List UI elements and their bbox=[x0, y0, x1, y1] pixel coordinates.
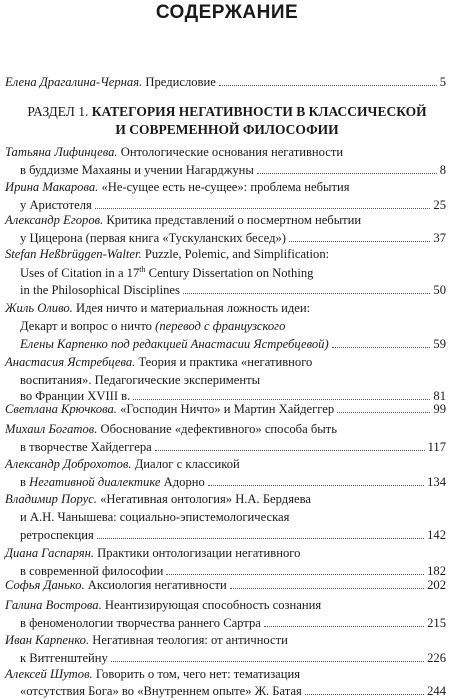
entry-title-italic: Негативной диалектике bbox=[29, 475, 161, 489]
section-heading bbox=[0, 103, 454, 138]
dot-leader bbox=[305, 693, 424, 695]
toc-entry[interactable] bbox=[5, 302, 446, 315]
entry-title: Аксиология негативности bbox=[87, 578, 227, 592]
entry-title: к Витгенштейну bbox=[20, 651, 108, 665]
entry-page: 59 bbox=[433, 337, 446, 351]
entry-title: Критика представлений о посмертном небытии bbox=[106, 213, 362, 227]
section-title-line1: КАТЕГОРИЯ НЕГАТИВНОСТИ В КЛАССИЧЕСКОЙ bbox=[91, 104, 427, 119]
entry-author: Владимир Порус. bbox=[5, 492, 97, 506]
entry-title: в феноменологии творчества раннего Сартра bbox=[20, 616, 261, 630]
entry-author: Жиль Оливо. bbox=[5, 301, 73, 315]
entry-page: 215 bbox=[427, 616, 446, 630]
toc-entry[interactable] bbox=[5, 458, 446, 471]
section-title-line2: И СОВРЕМЕННОЙ ФИЛОСОФИИ bbox=[115, 121, 339, 137]
entry-title: Идея ничто и материальная ложность идеи: bbox=[76, 301, 311, 315]
entry-author: Софья Данько. bbox=[5, 578, 85, 592]
entry-page: 5 bbox=[439, 75, 446, 89]
entry-title: Адорно bbox=[163, 475, 205, 489]
entry-title: Puzzle, Polemic, and Simplification: bbox=[144, 247, 330, 261]
entry-title: в bbox=[20, 475, 26, 489]
entry-author: Александр Доброхотов. bbox=[5, 457, 132, 471]
entry-title: «Господин Ничто» и Мартин Хайдеггер bbox=[120, 402, 335, 416]
toc-entry[interactable] bbox=[5, 181, 446, 194]
toc-entry[interactable] bbox=[5, 403, 446, 416]
entry-author: Михаил Богатов. bbox=[5, 422, 98, 436]
entry-author: Елена Драгалина-Черная. bbox=[5, 75, 143, 89]
entry-author: Галина Вострова. bbox=[5, 598, 102, 612]
toc-entry-cont[interactable] bbox=[20, 264, 446, 280]
toc-entry[interactable] bbox=[5, 146, 446, 159]
dot-leader bbox=[257, 172, 437, 174]
toc-entry-cont[interactable] bbox=[20, 374, 446, 387]
entry-title: Диалог с классикой bbox=[134, 457, 240, 471]
entry-page: 99 bbox=[433, 402, 446, 416]
entry-title: Онтологические основания негативности bbox=[120, 145, 344, 159]
entry-title: Обоснование «дефективного» способа быть bbox=[100, 422, 337, 436]
entry-title: во Франции XVIII в. bbox=[20, 389, 131, 403]
entry-title: in the Philosophical Disciplines bbox=[20, 283, 180, 297]
entry-author: Иван Карпенко. bbox=[5, 633, 90, 647]
toc-entry[interactable] bbox=[5, 599, 446, 612]
dot-leader bbox=[111, 660, 424, 662]
entry-title: в современной философии bbox=[20, 564, 164, 578]
entry-title: Теория и практика «негативного bbox=[138, 355, 313, 369]
toc-entry-cont[interactable] bbox=[20, 199, 446, 212]
entry-title: «отсутствия Бога» во «Внутреннем опыте» Ж. Батая bbox=[20, 684, 302, 698]
entry-title: воспитания». Педагогические эксперименты bbox=[20, 373, 261, 387]
entry-title: и А.Н. Чанышева: социально-эпистемологическая bbox=[20, 510, 290, 524]
entry-author: Диана Гаспарян. bbox=[5, 546, 95, 560]
entry-page: 142 bbox=[427, 528, 446, 542]
toc-entry-cont[interactable] bbox=[20, 284, 446, 297]
entry-title: Century Dissertation on Nothing bbox=[145, 266, 314, 280]
entry-page: 202 bbox=[427, 578, 446, 592]
dot-leader bbox=[95, 207, 431, 209]
dot-leader bbox=[289, 240, 430, 242]
entry-title: Uses of Citation in a 17 bbox=[20, 266, 140, 280]
entry-title: у Аристотеля bbox=[20, 198, 92, 212]
toc-entry[interactable] bbox=[5, 423, 446, 436]
toc-entry-cont[interactable] bbox=[20, 441, 446, 454]
dot-leader bbox=[264, 625, 424, 627]
entry-author: Татьяна Лифинцева. bbox=[5, 145, 118, 159]
entry-page: 81 bbox=[433, 389, 446, 403]
entry-page: 244 bbox=[427, 684, 446, 698]
toc-entry[interactable] bbox=[5, 668, 446, 681]
toc-entry-cont[interactable] bbox=[20, 565, 446, 578]
entry-author: Stefan Heßbrüggen-Walter. bbox=[5, 247, 142, 261]
entry-title: Негативная теология: от античности bbox=[92, 633, 288, 647]
entry-page: 134 bbox=[427, 475, 446, 489]
entry-title: в творчестве Хайдеггера bbox=[20, 440, 152, 454]
entry-title: у Цицерона (первая книга «Тускуланских бесед») bbox=[20, 231, 286, 245]
toc-entry-cont[interactable] bbox=[20, 164, 446, 177]
section-prefix: РАЗДЕЛ 1. bbox=[27, 104, 89, 119]
dot-leader bbox=[219, 84, 437, 86]
dot-leader bbox=[155, 449, 425, 451]
entry-author: Анастасия Ястребцева. bbox=[5, 355, 136, 369]
toc-entry-cont[interactable] bbox=[20, 320, 446, 333]
toc-entry[interactable] bbox=[5, 214, 446, 227]
toc-entry[interactable] bbox=[5, 634, 446, 647]
dot-leader bbox=[337, 411, 430, 413]
dot-leader bbox=[183, 292, 431, 294]
entry-author: Алексей Шутов. bbox=[5, 667, 93, 681]
toc-entry-cont[interactable] bbox=[20, 476, 446, 489]
entry-page: 117 bbox=[427, 440, 446, 454]
toc-entry[interactable] bbox=[5, 356, 446, 369]
dot-leader bbox=[332, 346, 431, 348]
entry-title: «Не-сущее есть не-сущее»: проблема небытия bbox=[101, 180, 350, 194]
toc-entry-preface[interactable] bbox=[5, 76, 446, 89]
toc-entry-cont[interactable] bbox=[20, 529, 446, 542]
entry-page: 50 bbox=[433, 283, 446, 297]
entry-page: 226 bbox=[427, 651, 446, 665]
entry-title: Неантизирующая способность сознания bbox=[104, 598, 322, 612]
entry-title: в буддизме Махаяны и учении Нагарджуны bbox=[20, 163, 254, 177]
dot-leader bbox=[133, 398, 430, 400]
toc-entry-cont[interactable] bbox=[20, 338, 446, 351]
entry-superscript: th bbox=[139, 264, 146, 274]
page-title: СОДЕРЖАНИЕ bbox=[155, 2, 299, 23]
dot-leader bbox=[97, 537, 424, 539]
toc-entry[interactable] bbox=[5, 579, 446, 592]
entry-title: «Негативная онтология» Н.А. Бердяева bbox=[100, 492, 311, 506]
toc-entry-cont[interactable] bbox=[20, 652, 446, 665]
entry-title: Говорить о том, чего нет: тематизация bbox=[95, 667, 301, 681]
toc-entry-cont[interactable] bbox=[20, 617, 446, 630]
toc-entry-cont[interactable] bbox=[20, 511, 446, 524]
toc-entry[interactable] bbox=[5, 493, 446, 506]
entry-title: Декарт и вопрос о ничто bbox=[20, 319, 152, 333]
toc-entry-cont[interactable] bbox=[20, 685, 446, 698]
toc-entry[interactable] bbox=[5, 248, 446, 261]
entry-author: Александр Егоров. bbox=[5, 213, 104, 227]
entry-page: 8 bbox=[439, 163, 446, 177]
entry-translator-note: (перевод с французского bbox=[155, 319, 286, 333]
entry-title: ретроспекция bbox=[20, 528, 94, 542]
dot-leader bbox=[166, 573, 424, 575]
entry-translator-note: Елены Карпенко под редакцией Анастасии Ястребцевой) bbox=[20, 337, 329, 351]
entry-author: Светлана Крючкова. bbox=[5, 402, 117, 416]
dot-leader bbox=[208, 484, 424, 486]
toc-entry[interactable] bbox=[5, 547, 446, 560]
entry-author: Ирина Макарова. bbox=[5, 180, 99, 194]
entry-title: Практики онтологизации негативного bbox=[97, 546, 301, 560]
dot-leader bbox=[230, 587, 424, 589]
toc-entry-cont[interactable] bbox=[20, 232, 446, 245]
entry-page: 25 bbox=[433, 198, 446, 212]
entry-page: 37 bbox=[433, 231, 446, 245]
entry-title: Предисловие bbox=[145, 75, 216, 89]
entry-page: 182 bbox=[427, 564, 446, 578]
